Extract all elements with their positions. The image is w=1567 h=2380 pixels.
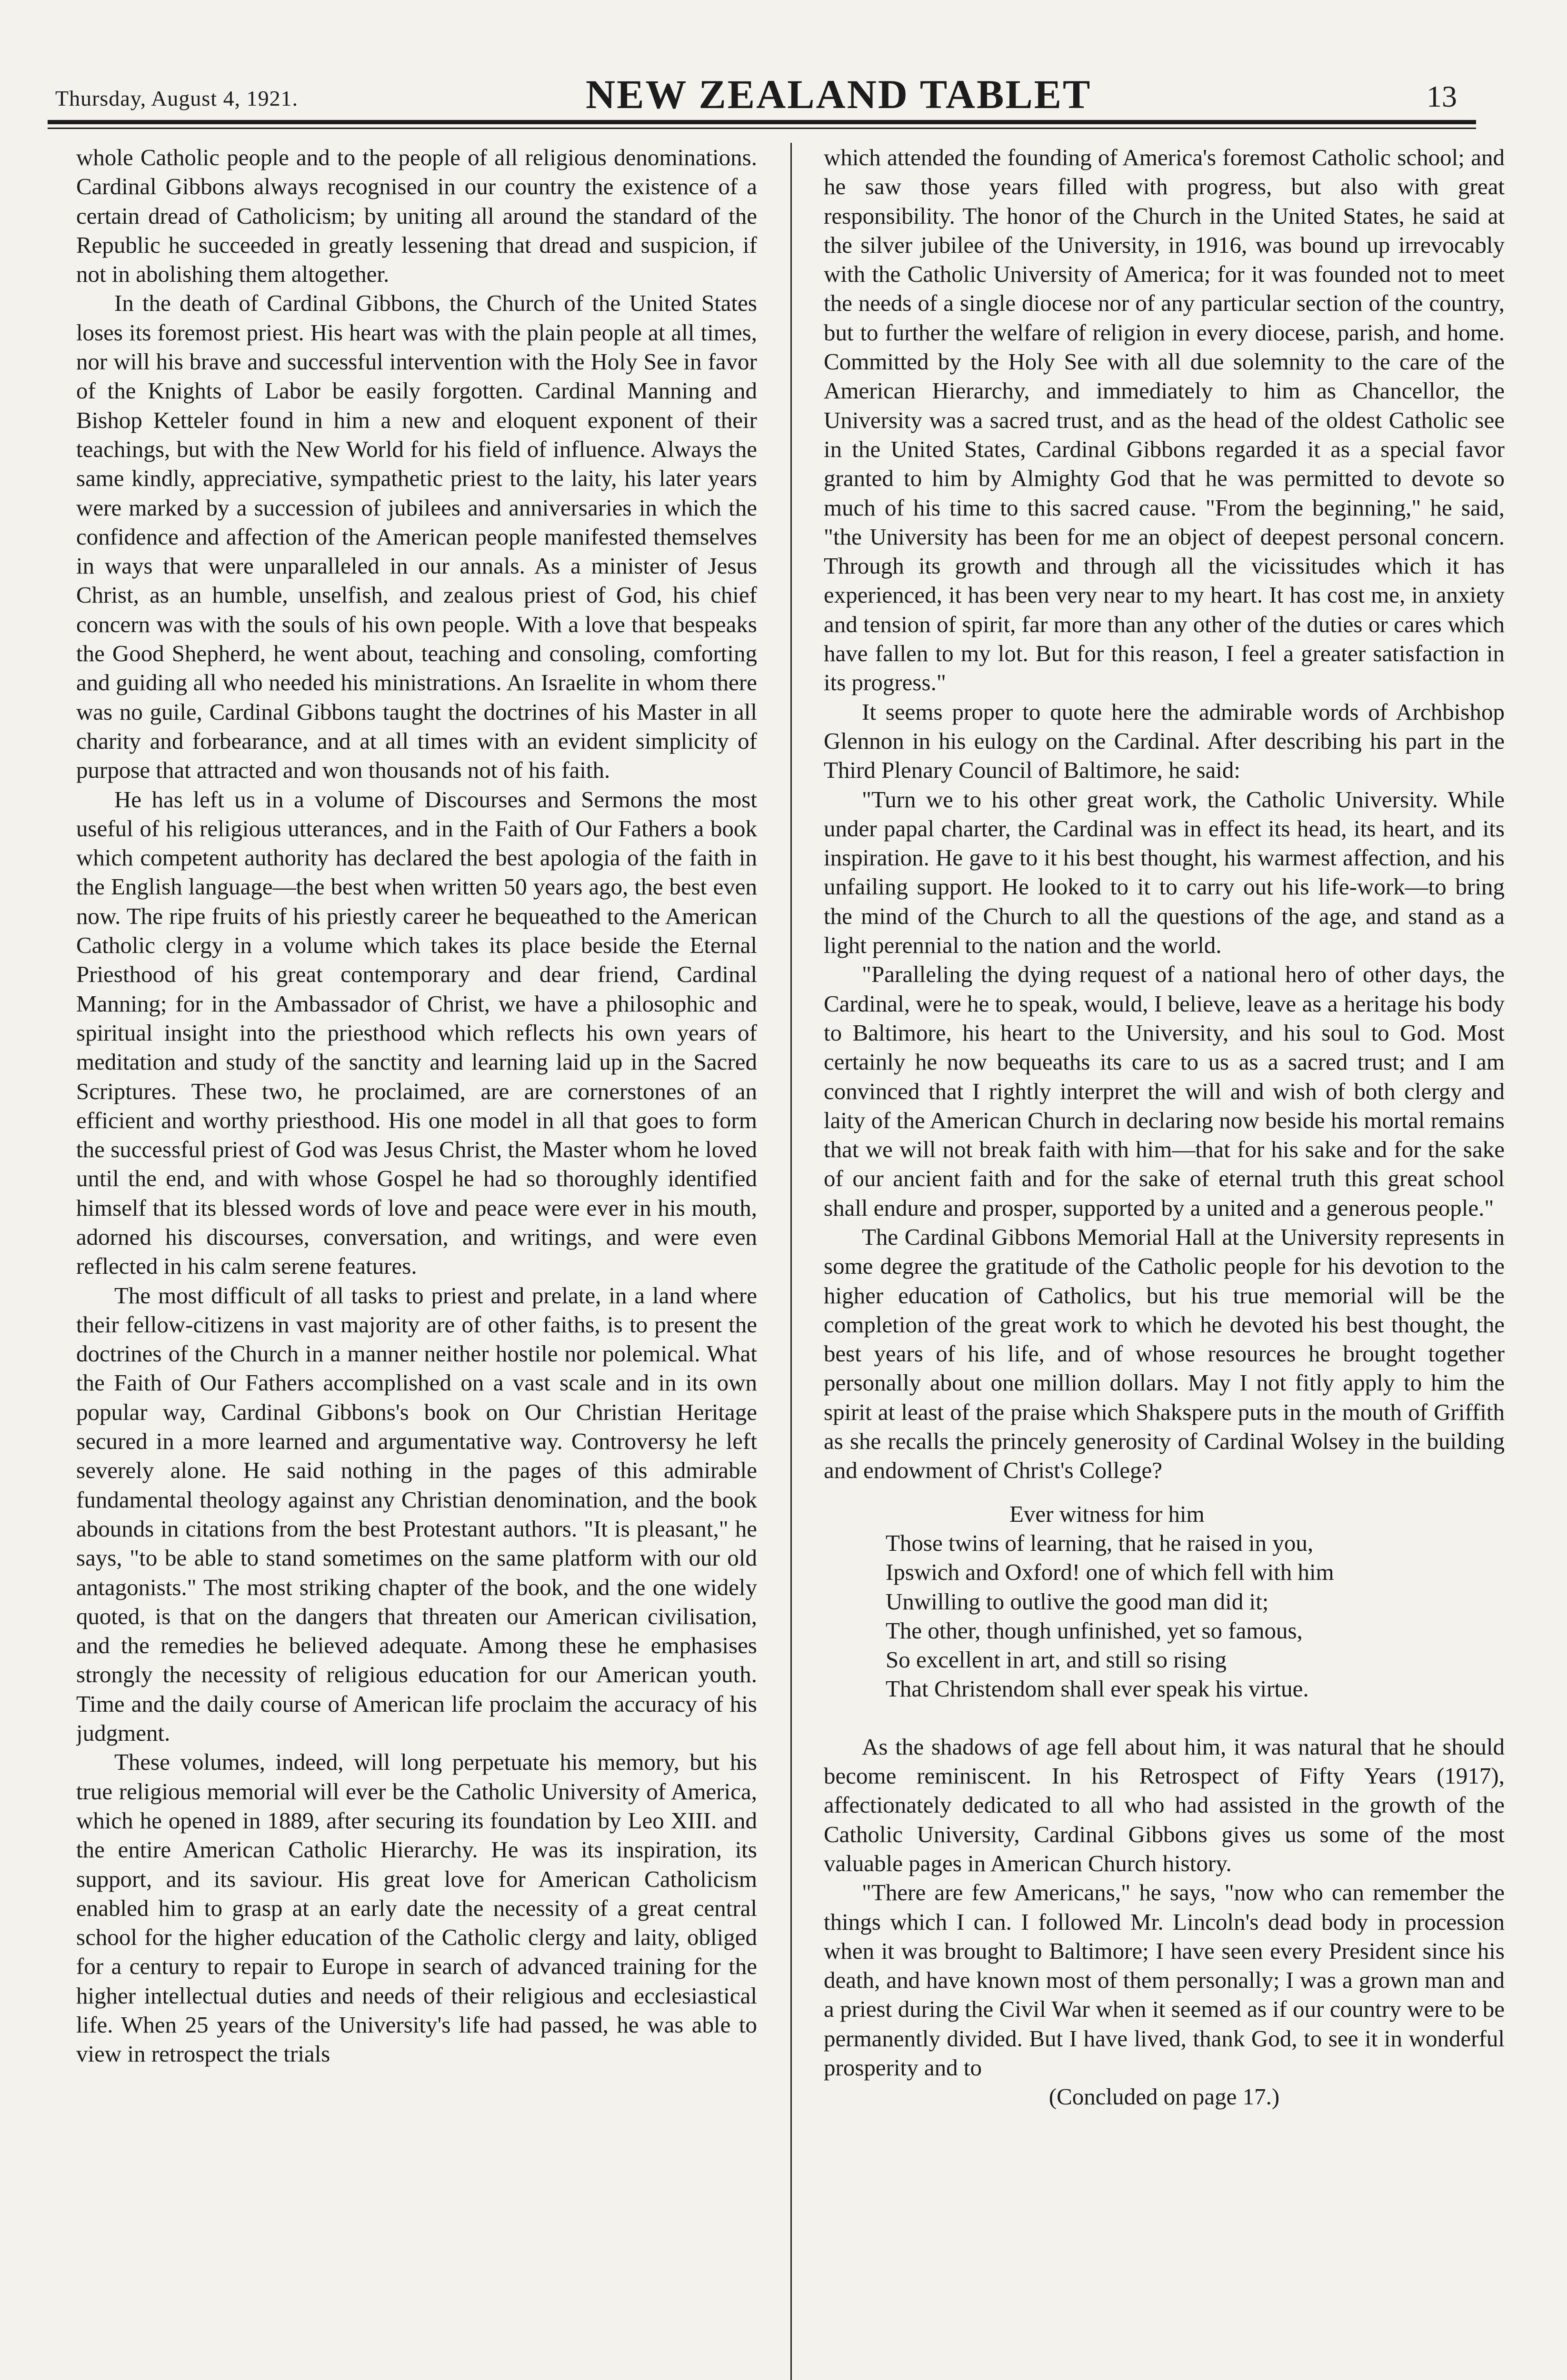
right-paragraph-6: As the shadows of age fell about him, it was natural that he should become reminiscent. In his Retrospect of Fifty Years (1917), affectionately dedicated to all who had assisted in the growth of the Catholic University, Cardinal Gibbons gives us some of the most valuable pages in American Church history. [824,1733,1505,1876]
continuation-note: (Concluded on page 17.) [1048,2083,1280,2110]
poem-line: Those twins of learning, that he raised in you, [886,1529,1314,1556]
left-paragraph-2: In the death of Cardinal Gibbons, the Church of the United States loses its foremost priest. His heart was with the plain people at all times, nor will his brave and successful intervention with the Holy See in favor of the Knights of Labor be easily forgotten. Cardinal Manning and Bishop Ketteler found in him a new and eloquent exponent of their teachings, but with the New World for his field of influence. Always the same kindly, appreciative, sympathetic priest to the laity, his later years were marked by a succession of jubilees and anniversaries in which the confidence and affection of the American people manifested themselves in ways that were unparalleled in our annals. As a minister of Jesus Christ, as an humble, unselfish, and zealous priest of God, his chief concern was with the souls of his own people. With a love that bespeaks the Good Shepherd, he went about, teaching and consoling, comforting and guiding all who needed his ministrations. An Israelite in whom there was no guile, Cardinal Gibbons taught the doctrines of his Master in all charity and forbearance, and at all times with an evident simplicity of purpose that attracted and won thousands not of his faith. [76,290,757,783]
header-rule-thin [48,128,1476,129]
masthead [48,67,1476,119]
poem-line: So excellent in art, and still so rising [886,1646,1227,1673]
left-paragraph-1: whole Catholic people and to the people of all religious denominations. Cardinal Gibbons always recognised in our country the existence of a certain dread of Catholicism; by uniting all around the standard of the Republic he succeeded in greatly lessening that dread and suspicion, if not in abolishing them altogether. [76,144,757,288]
issue-date: Thursday, August 4, 1921. [55,86,299,110]
poem-line: Ever witness for him [1009,1500,1205,1527]
right-column [824,143,1505,2380]
right-paragraph-4: "Paralleling the dying request of a national hero of other days, the Cardinal, were he to speak, would, I believe, leave as a heritage his body to Baltimore, his heart to the University, and his soul to God. Most certainly he now bequeaths its care to us as a sacred trust; and I am convinced that I rightly interpret the will and wish of both clergy and laity of the American Church in declaring now beside his mortal remains that we will not break faith with him—that for his sake and for the sake of our ancient faith and for the sake of eternal truth this great school shall endure and prosper, supported by a united and a generous people." [824,961,1505,1221]
column-divider [790,143,792,2380]
right-paragraph-1: which attended the founding of America's foremost Catholic school; and he saw those years filled with progress, but also with great responsibility. The honor of the Church in the United States, he said at the silver jubilee of the University, in 1916, was bound up irrevocably with the Catholic University of America; for it was founded not to meet the needs of a single diocese nor of any particular section of the country, but to further the welfare of religion in every diocese, parish, and home. Committed by the Holy See with all due solemnity to the care of the American Hierarchy, and immediately to him as Chancellor, the University was a sacred trust, and as the head of the oldest Catholic see in the United States, Cardinal Gibbons regarded it as a special favor granted to him by Almighty God that he was permitted to devote so much of his time to this sacred cause. "From the beginning," he said, "the University has been for me an object of deepest personal concern. Through its growth and through all the vicissitudes which it has experienced, it has been very near to my heart. It has cost me, in anxiety and tension of spirit, far more than any other of the duties or cares which have fallen to my lot. But for this reason, I feel a greater satisfaction in its progress." [824,144,1505,696]
left-paragraph-5: These volumes, indeed, will long perpetuate his memory, but his true religious memorial will ever be the Catholic University of America, which he opened in 1889, after securing its foundation by Leo XIII. and the entire American Catholic Hierarchy. He was its inspiration, its support, and its saviour. His great love for American Catholicism enabled him to grasp at an early date the necessity of a great central school for the higher education of the Catholic clergy and laity, obliged for a century to repair to Europe in search of advanced training for the higher intellectual duties and needs of their religious and ecclesiastical life. When 25 years of the University's life had passed, he was able to view in retrospect the trials [76,1749,757,2067]
poem-line: Ipswich and Oxford! one of which fell with him [886,1559,1334,1586]
poem-quote [886,1499,1505,1704]
poem-line: The other, though unfinished, yet so famous, [886,1617,1303,1644]
left-paragraph-3: He has left us in a volume of Discourses and Sermons the most useful of his religious utterances, and in the Faith of Our Fathers a book which competent authority has declared the best apologia of the faith in the English language—the best when written 50 years ago, the best even now. The ripe fruits of his priestly career he bequeathed to the American Catholic clergy in a volume which takes its place beside the Eternal Priesthood of his great contemporary and dear friend, Cardinal Manning; for in the Ambassador of Christ, we have a philosophic and spiritual insight into the priesthood which reflects his own years of meditation and study of the sanctity and learning laid up in the Sacred Scriptures. These two, he proclaimed, are are cornerstones of an efficient and worthy priesthood. His one model in all that goes to form the successful priest of God was Jesus Christ, the Master whom he loved until the end, and with whose Gospel he had so thoroughly identified himself that its blessed words of love and peace were ever in his mouth, adorned his discourses, conversation, and writings, and were even reflected in his calm serene features. [76,786,757,1279]
header-rule-thick [48,120,1476,124]
page-number: 13 [1427,79,1457,113]
left-column [76,143,757,2380]
poem-line: Unwilling to outlive the good man did it; [886,1588,1269,1615]
right-paragraph-2: It seems proper to quote here the admirable words of Archbishop Glennon in his eulogy on the Cardinal. After describing his part in the Third Plenary Council of Baltimore, he said: [824,698,1505,783]
right-paragraph-3: "Turn we to his other great work, the Catholic University. While under papal charter, the Cardinal was in effect its head, its heart, and its inspiration. He gave to it his best thought, his warmest affection, and his unfailing support. He looked to it to carry out his life-work—to bring the mind of the Church to all the questions of the age, and stand as a light perennial to the nation and the world. [824,786,1505,959]
newspaper-page [48,67,1505,2380]
article-columns [76,143,1505,2380]
right-paragraph-7: "There are few Americans," he says, "now who can remember the things which I can. I followed Mr. Lincoln's dead body in procession when it was brought to Baltimore; I have seen every President since his death, and have known most of them personally; I was a grown man and a priest during the Civil War when it seemed as if our country were to be permanently divided. But I have lived, thank God, to see it in wonderful prosperity and to [824,1879,1505,2081]
publication-title: NEW ZEALAND TABLET [586,71,1092,117]
poem-line: That Christendom shall ever speak his virtue. [886,1676,1309,1702]
left-paragraph-4: The most difficult of all tasks to priest and prelate, in a land where their fellow-citizens in vast majority are of other faiths, is to present the doctrines of the Church in a manner neither hostile nor polemical. What the Faith of Our Fathers accomplished on a vast scale and in its own popular way, Cardinal Gibbons's book on Our Christian Heritage secured in a more learned and argumentative way. Controversy he left severely alone. He said nothing in the pages of this admirable fundamental theology against any Christian denomination, and the book abounds in citations from the best Protestant authors. "It is pleasant," he says, "to be able to stand sometimes on the same platform with our old antagonists." The most striking chapter of the book, and the one widely quoted, is that on the dangers that threaten our American civilisation, and the remedies he believed adequate. Among these he emphasises strongly the necessity of religious education for our American youth. Time and the daily course of American life proclaim the accuracy of his judgment. [76,1282,757,1746]
right-paragraph-5: The Cardinal Gibbons Memorial Hall at the University represents in some degree the gratitude of the Catholic people for his devotion to the higher education of Catholics, but his true memorial will be the completion of the great work to which he devoted his best thought, the best years of his life, and of whose resources he brought together personally about one million dollars. May I not fitly apply to him the spirit at least of the praise which Shakspere puts in the mouth of Griffith as she recalls the princely generosity of Cardinal Wolsey in the building and endowment of Christ's College? [824,1223,1505,1484]
